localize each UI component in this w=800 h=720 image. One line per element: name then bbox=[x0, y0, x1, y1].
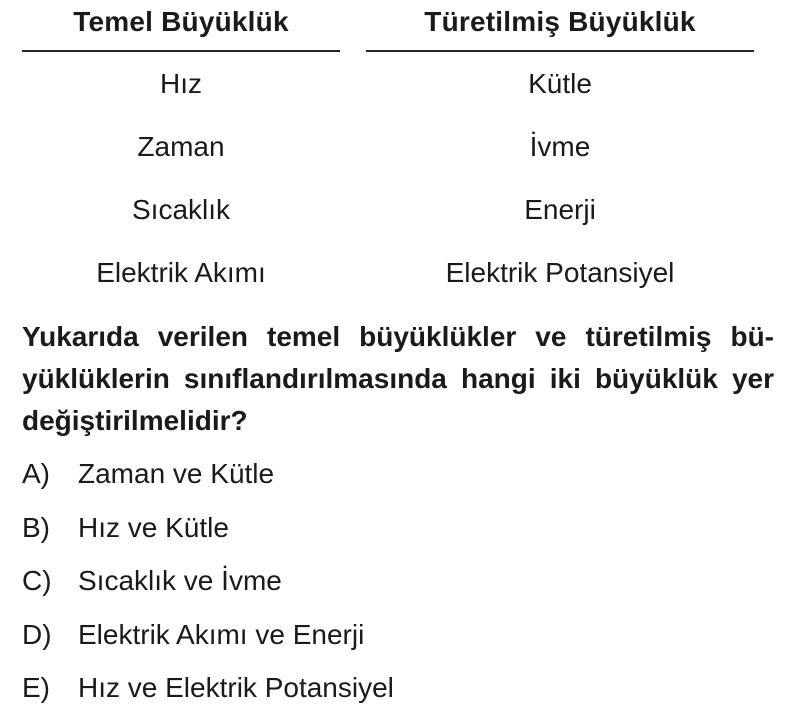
option-text: Elektrik Akımı ve Enerji bbox=[78, 618, 365, 650]
derived-quantity-cell: Elektrik Potansiyel bbox=[445, 257, 675, 288]
question-text bbox=[22, 316, 774, 442]
basic-quantities-column bbox=[22, 0, 340, 304]
basic-quantity-cell: Hız bbox=[160, 68, 202, 99]
basic-quantity-cell: Sıcaklık bbox=[131, 194, 231, 225]
derived-quantities-column bbox=[366, 0, 754, 304]
question-line: değiştirilmelidir? bbox=[22, 405, 248, 436]
question-line: yüklüklerin sınıflandırılmasında hangi iki büyüklük yer bbox=[22, 363, 774, 394]
option-c[interactable] bbox=[22, 554, 774, 608]
option-text: Hız ve Elektrik Potansiyel bbox=[78, 672, 394, 703]
basic-quantity-cell: Elektrik Akımı bbox=[96, 257, 266, 288]
derived-quantity-cell: Enerji bbox=[524, 194, 596, 225]
option-letter: A) bbox=[22, 458, 50, 489]
derived-quantities-header: Türetilmiş Büyüklük bbox=[424, 6, 696, 37]
option-e[interactable] bbox=[22, 661, 774, 715]
option-text: Zaman ve Kütle bbox=[78, 458, 275, 489]
derived-quantity-cell: Kütle bbox=[528, 68, 592, 99]
answer-options bbox=[22, 447, 774, 715]
basic-quantity-cell: Zaman bbox=[137, 131, 225, 162]
option-letter: D) bbox=[22, 618, 52, 650]
option-a[interactable] bbox=[22, 447, 774, 501]
option-letter: E) bbox=[22, 672, 50, 703]
option-letter: B) bbox=[22, 511, 50, 543]
quantities-table bbox=[22, 0, 762, 290]
option-b[interactable] bbox=[22, 501, 774, 555]
option-d[interactable] bbox=[22, 608, 774, 662]
basic-quantities-header: Temel Büyüklük bbox=[73, 6, 289, 37]
derived-quantity-cell: İvme bbox=[529, 131, 591, 162]
option-text: Sıcaklık ve İvme bbox=[78, 565, 282, 596]
option-text: Hız ve Kütle bbox=[78, 511, 229, 543]
option-letter: C) bbox=[22, 565, 52, 596]
question-line: Yukarıda verilen temel büyüklükler ve türetilmiş bü- bbox=[22, 321, 774, 352]
